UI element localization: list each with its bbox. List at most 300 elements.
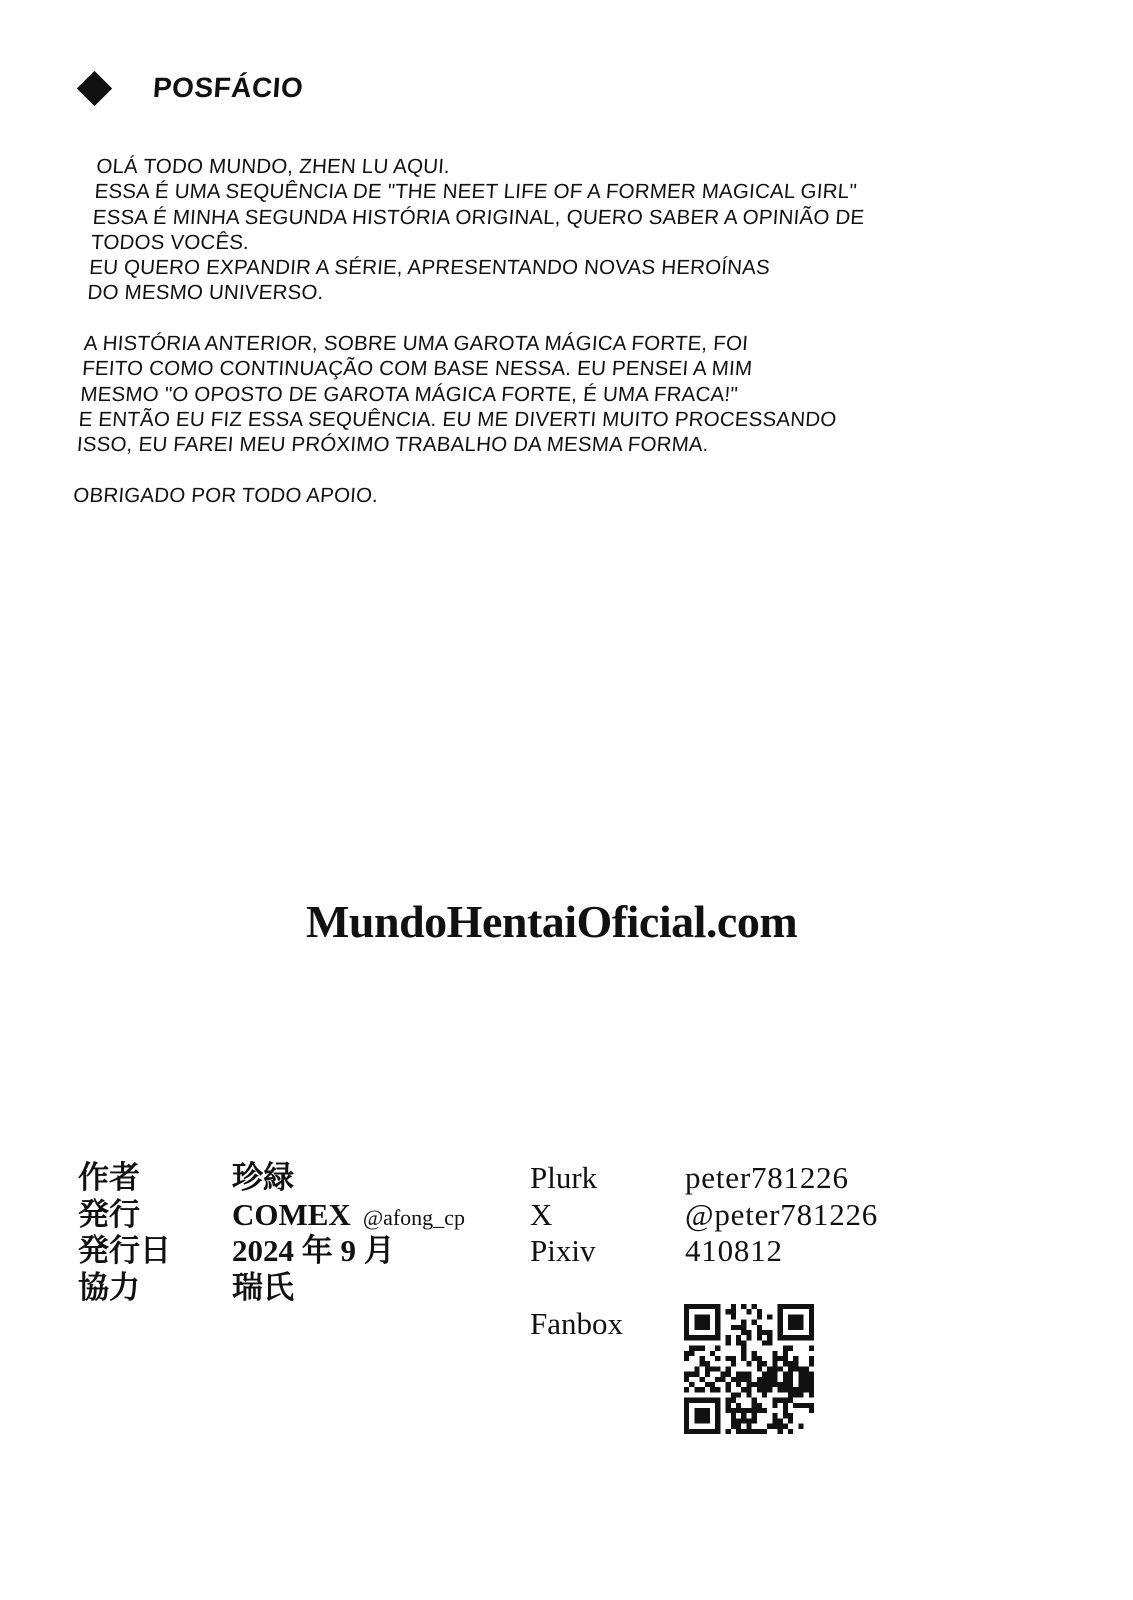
qr-module: [752, 1351, 757, 1356]
qr-module: [757, 1356, 762, 1361]
qr-module: [705, 1413, 710, 1418]
qr-module: [736, 1382, 741, 1387]
qr-module: [694, 1320, 699, 1325]
qr-module: [700, 1320, 705, 1325]
qr-module: [694, 1372, 699, 1377]
qr-module: [778, 1382, 783, 1387]
qr-module: [798, 1366, 803, 1371]
qr-module: [757, 1309, 762, 1314]
qr-module: [798, 1314, 803, 1319]
qr-module: [720, 1372, 725, 1377]
qr-module: [705, 1325, 710, 1330]
qr-module: [772, 1424, 777, 1429]
afterword-header: [78, 66, 303, 110]
qr-module: [778, 1304, 783, 1309]
qr-module: [700, 1314, 705, 1319]
qr-module: [762, 1408, 767, 1413]
qr-module: [783, 1356, 788, 1361]
qr-module: [804, 1403, 809, 1408]
qr-module: [700, 1377, 705, 1382]
qr-module: [788, 1346, 793, 1351]
qr-module: [736, 1372, 741, 1377]
qr-module: [715, 1356, 720, 1361]
qr-module: [726, 1309, 731, 1314]
qr-module: [715, 1320, 720, 1325]
author-value: 珍緑: [232, 1160, 294, 1195]
qr-module: [798, 1304, 803, 1309]
qr-module: [731, 1309, 736, 1314]
qr-module: [741, 1351, 746, 1356]
qr-module: [783, 1372, 788, 1377]
qr-module: [715, 1314, 720, 1319]
qr-module: [793, 1403, 798, 1408]
qr-module: [757, 1387, 762, 1392]
qr-module: [778, 1330, 783, 1335]
qr-module: [762, 1340, 767, 1345]
diamond-bullet-icon: [77, 70, 112, 105]
qr-module: [684, 1408, 689, 1413]
qr-module: [793, 1314, 798, 1319]
qr-module: [757, 1408, 762, 1413]
qr-module: [809, 1320, 814, 1325]
afterword-line: OLÁ TODO MUNDO, ZHEN LU AQUI.: [95, 155, 451, 178]
afterword-body: [71, 154, 998, 533]
credit-row-author: [78, 1160, 465, 1197]
qr-module: [694, 1387, 699, 1392]
qr-module: [710, 1366, 715, 1371]
qr-module: [694, 1346, 699, 1351]
qr-module: [736, 1408, 741, 1413]
qr-module: [767, 1382, 772, 1387]
qr-module: [684, 1372, 689, 1377]
qr-module: [762, 1372, 767, 1377]
qr-module: [726, 1429, 731, 1434]
qr-module: [798, 1403, 803, 1408]
qr-module: [783, 1387, 788, 1392]
qr-module: [788, 1314, 793, 1319]
qr-module: [731, 1377, 736, 1382]
qr-module: [694, 1366, 699, 1371]
watermark-site-link[interactable]: MundoHentaiOficial.com: [306, 896, 798, 947]
qr-module: [809, 1304, 814, 1309]
qr-module: [757, 1330, 762, 1335]
qr-module: [731, 1361, 736, 1366]
qr-module: [752, 1403, 757, 1408]
qr-module: [767, 1377, 772, 1382]
qr-module: [736, 1392, 741, 1397]
qr-module: [809, 1387, 814, 1392]
qr-module: [710, 1429, 715, 1434]
qr-module: [741, 1377, 746, 1382]
qr-module: [798, 1377, 803, 1382]
qr-module: [809, 1309, 814, 1314]
qr-module: [772, 1377, 777, 1382]
qr-module: [809, 1325, 814, 1330]
qr-module: [798, 1335, 803, 1340]
qr-module: [757, 1366, 762, 1371]
qr-module: [700, 1361, 705, 1366]
afterword-line: MESMO "O OPOSTO DE GAROTA MÁGICA FORTE, É UMA FRACA!": [79, 382, 739, 406]
qr-module: [684, 1351, 689, 1356]
qr-module: [700, 1408, 705, 1413]
qr-module: [710, 1335, 715, 1340]
qr-module: [684, 1429, 689, 1434]
qr-module: [746, 1372, 751, 1377]
qr-module: [767, 1335, 772, 1340]
qr-module: [762, 1387, 767, 1392]
qr-module: [684, 1377, 689, 1382]
qr-module: [694, 1314, 699, 1319]
qr-module: [783, 1346, 788, 1351]
qr-module: [726, 1387, 731, 1392]
afterword-line: ESSA É UMA SEQUÊNCIA DE "THE NEET LIFE OF A FORMER MAGICAL GIRL": [93, 180, 858, 204]
afterword-line: OBRIGADO POR TODO APOIO.: [72, 483, 379, 507]
qr-module: [762, 1392, 767, 1397]
fanbox-label: Fanbox: [530, 1306, 623, 1341]
qr-module: [752, 1408, 757, 1413]
qr-module: [809, 1382, 814, 1387]
qr-module: [736, 1424, 741, 1429]
afterword-line: A HISTÓRIA ANTERIOR, SOBRE UMA GAROTA MÁGICA FORTE, FOI: [83, 332, 749, 356]
afterword-paragraph-3: [73, 483, 975, 508]
plurk-handle: peter781226: [685, 1160, 849, 1195]
qr-module: [767, 1372, 772, 1377]
qr-module: [746, 1418, 751, 1423]
qr-module: [694, 1429, 699, 1434]
qr-module: [705, 1314, 710, 1319]
qr-module: [772, 1361, 777, 1366]
qr-module: [710, 1304, 715, 1309]
qr-module: [684, 1418, 689, 1423]
qr-module: [783, 1403, 788, 1408]
qr-module: [694, 1325, 699, 1330]
qr-module: [684, 1325, 689, 1330]
qr-module: [772, 1351, 777, 1356]
qr-module: [694, 1335, 699, 1340]
qr-module: [788, 1429, 793, 1434]
qr-module: [762, 1382, 767, 1387]
qr-module: [783, 1377, 788, 1382]
publisher-handle: @afong_cp: [362, 1204, 465, 1230]
qr-module: [715, 1330, 720, 1335]
qr-module: [726, 1403, 731, 1408]
qr-module: [752, 1413, 757, 1418]
qr-module: [783, 1304, 788, 1309]
qr-module: [793, 1335, 798, 1340]
qr-module: [793, 1392, 798, 1397]
qr-module: [731, 1418, 736, 1423]
qr-module: [741, 1408, 746, 1413]
qr-module: [741, 1429, 746, 1434]
qr-module: [757, 1403, 762, 1408]
pixiv-label: Pixiv: [530, 1233, 596, 1269]
qr-module: [783, 1413, 788, 1418]
qr-module: [689, 1335, 694, 1340]
qr-module: [798, 1382, 803, 1387]
qr-module: [767, 1366, 772, 1371]
social-links: [530, 1160, 878, 1270]
qr-module: [778, 1366, 783, 1371]
plurk-label: Plurk: [530, 1160, 598, 1195]
qr-module: [715, 1387, 720, 1392]
qr-module: [746, 1377, 751, 1382]
qr-module: [783, 1408, 788, 1413]
qr-module: [700, 1304, 705, 1309]
social-row-x: [530, 1197, 878, 1234]
qr-module: [694, 1408, 699, 1413]
qr-module: [804, 1304, 809, 1309]
qr-module: [793, 1361, 798, 1366]
qr-module: [798, 1424, 803, 1429]
qr-module: [715, 1335, 720, 1340]
qr-module: [705, 1372, 710, 1377]
qr-module: [788, 1335, 793, 1340]
qr-module: [746, 1408, 751, 1413]
qr-module: [710, 1398, 715, 1403]
qr-module: [809, 1372, 814, 1377]
qr-module: [783, 1361, 788, 1366]
qr-module: [746, 1382, 751, 1387]
qr-module: [757, 1314, 762, 1319]
qr-module: [741, 1387, 746, 1392]
qr-module: [788, 1377, 793, 1382]
qr-module: [700, 1325, 705, 1330]
qr-module: [804, 1366, 809, 1371]
credit-row-date: [78, 1233, 465, 1270]
afterword-line: ISSO, EU FAREI MEU PRÓXIMO TRABALHO DA MESMA FORMA.: [76, 433, 710, 457]
qr-module: [710, 1382, 715, 1387]
qr-module: [684, 1314, 689, 1319]
qr-module: [767, 1387, 772, 1392]
qr-module: [762, 1429, 767, 1434]
qr-module: [757, 1429, 762, 1434]
qr-module: [788, 1398, 793, 1403]
afterword-paragraph-1: [87, 154, 998, 306]
qr-module: [767, 1314, 772, 1319]
qr-module: [715, 1424, 720, 1429]
qr-module: [809, 1314, 814, 1319]
qr-module: [731, 1408, 736, 1413]
qr-module: [741, 1330, 746, 1335]
qr-module: [809, 1346, 814, 1351]
qr-module: [804, 1372, 809, 1377]
qr-module: [689, 1304, 694, 1309]
qr-module: [772, 1413, 777, 1418]
qr-module: [715, 1366, 720, 1371]
qr-module: [757, 1382, 762, 1387]
qr-module: [715, 1398, 720, 1403]
qr-module: [746, 1330, 751, 1335]
qr-module: [700, 1429, 705, 1434]
qr-module: [715, 1325, 720, 1330]
qr-module: [778, 1309, 783, 1314]
qr-module: [715, 1309, 720, 1314]
qr-module: [741, 1340, 746, 1345]
qr-module: [793, 1320, 798, 1325]
afterword-line: ESSA É MINHA SEGUNDA HISTÓRIA ORIGINAL, QUERO SABER A OPINIÃO DE: [92, 205, 866, 229]
qr-module: [705, 1320, 710, 1325]
qr-module: [746, 1429, 751, 1434]
qr-module: [793, 1387, 798, 1392]
qr-module: [778, 1424, 783, 1429]
qr-module: [715, 1377, 720, 1382]
qr-module: [804, 1382, 809, 1387]
afterword-paragraph-2: [76, 331, 985, 457]
afterword-line: TODOS VOCÊS.: [90, 230, 250, 254]
qr-module: [809, 1408, 814, 1413]
qr-module: [684, 1403, 689, 1408]
social-row-plurk: [530, 1160, 878, 1197]
fanbox-qr-code-icon[interactable]: [684, 1304, 814, 1434]
qr-module: [715, 1304, 720, 1309]
qr-module: [741, 1372, 746, 1377]
qr-module: [783, 1351, 788, 1356]
qr-module: [767, 1340, 772, 1345]
qr-module: [772, 1372, 777, 1377]
qr-module: [746, 1387, 751, 1392]
qr-module: [788, 1392, 793, 1397]
qr-module: [798, 1325, 803, 1330]
qr-module: [694, 1304, 699, 1309]
x-handle: @peter781226: [685, 1196, 879, 1232]
qr-module: [757, 1361, 762, 1366]
qr-module: [731, 1413, 736, 1418]
qr-module: [731, 1392, 736, 1397]
qr-module: [809, 1330, 814, 1335]
qr-module: [793, 1304, 798, 1309]
qr-module: [746, 1361, 751, 1366]
qr-module: [700, 1356, 705, 1361]
qr-module: [788, 1418, 793, 1423]
qr-module: [726, 1356, 731, 1361]
qr-module: [788, 1372, 793, 1377]
qr-module: [689, 1398, 694, 1403]
qr-module: [798, 1392, 803, 1397]
qr-module: [746, 1309, 751, 1314]
qr-module: [726, 1366, 731, 1371]
x-label: X: [530, 1196, 553, 1232]
qr-module: [746, 1335, 751, 1340]
qr-module: [689, 1372, 694, 1377]
qr-module: [736, 1429, 741, 1434]
qr-module: [772, 1356, 777, 1361]
qr-module: [726, 1408, 731, 1413]
qr-module: [783, 1382, 788, 1387]
qr-module: [684, 1424, 689, 1429]
qr-module: [700, 1413, 705, 1418]
qr-module: [788, 1320, 793, 1325]
qr-module: [752, 1418, 757, 1423]
qr-module: [700, 1418, 705, 1423]
qr-module: [710, 1387, 715, 1392]
qr-module: [726, 1398, 731, 1403]
qr-module: [689, 1382, 694, 1387]
qr-module: [731, 1398, 736, 1403]
qr-module: [752, 1398, 757, 1403]
qr-module: [788, 1382, 793, 1387]
qr-module: [752, 1356, 757, 1361]
colophon-credits: [78, 1160, 465, 1307]
qr-module: [684, 1320, 689, 1325]
qr-module: [793, 1366, 798, 1371]
qr-module: [731, 1304, 736, 1309]
qr-module: [715, 1418, 720, 1423]
qr-module: [731, 1325, 736, 1330]
qr-module: [762, 1361, 767, 1366]
qr-module: [736, 1403, 741, 1408]
afterword-line: E ENTÃO EU FIZ ESSA SEQUÊNCIA. EU ME DIVERTI MUITO PROCESSANDO: [77, 407, 838, 431]
qr-module: [715, 1346, 720, 1351]
qr-module: [700, 1335, 705, 1340]
qr-module: [689, 1351, 694, 1356]
qr-module: [694, 1418, 699, 1423]
qr-module: [757, 1335, 762, 1340]
qr-module: [772, 1403, 777, 1408]
qr-module: [804, 1335, 809, 1340]
afterword-line: DO MESMO UNIVERSO.: [86, 281, 325, 305]
qr-module: [705, 1304, 710, 1309]
qr-module: [731, 1424, 736, 1429]
qr-module: [684, 1335, 689, 1340]
qr-module: [684, 1356, 689, 1361]
qr-module: [752, 1304, 757, 1309]
qr-module: [726, 1382, 731, 1387]
qr-module: [736, 1340, 741, 1345]
qr-module: [772, 1366, 777, 1371]
qr-module: [705, 1408, 710, 1413]
qr-module: [684, 1309, 689, 1314]
qr-module: [726, 1372, 731, 1377]
qr-module: [741, 1346, 746, 1351]
author-label: 作者: [78, 1160, 140, 1195]
qr-module: [788, 1413, 793, 1418]
afterword-title: POSFÁCIO: [151, 72, 305, 103]
pixiv-id: 410812: [685, 1233, 783, 1269]
qr-module: [726, 1340, 731, 1345]
publisher-value: [232, 1197, 465, 1234]
qr-module: [684, 1330, 689, 1335]
qr-module: [741, 1356, 746, 1361]
qr-module: [715, 1403, 720, 1408]
qr-module: [778, 1335, 783, 1340]
qr-module: [778, 1418, 783, 1423]
qr-module: [778, 1387, 783, 1392]
qr-module: [798, 1320, 803, 1325]
qr-module: [731, 1356, 736, 1361]
afterword-line: FEITO COMO CONTINUAÇÃO COM BASE NESSA. EU PENSEI A MIM: [81, 357, 753, 381]
qr-module: [720, 1377, 725, 1382]
qr-module: [705, 1398, 710, 1403]
qr-module: [700, 1398, 705, 1403]
qr-module: [788, 1387, 793, 1392]
qr-module: [705, 1418, 710, 1423]
qr-module: [778, 1325, 783, 1330]
afterword-line: EU QUERO EXPANDIR A SÉRIE, APRESENTANDO NOVAS HEROÍNAS: [88, 256, 771, 280]
date-value: 2024 年 9 月: [232, 1233, 395, 1269]
qr-module: [700, 1387, 705, 1392]
qr-module: [715, 1413, 720, 1418]
qr-module: [684, 1304, 689, 1309]
qr-module: [793, 1325, 798, 1330]
qr-module: [741, 1418, 746, 1423]
credit-row-publisher: [78, 1197, 465, 1234]
qr-module: [809, 1356, 814, 1361]
qr-module: [798, 1387, 803, 1392]
qr-module: [778, 1320, 783, 1325]
qr-module: [700, 1346, 705, 1351]
qr-module: [726, 1335, 731, 1340]
qr-module: [736, 1377, 741, 1382]
